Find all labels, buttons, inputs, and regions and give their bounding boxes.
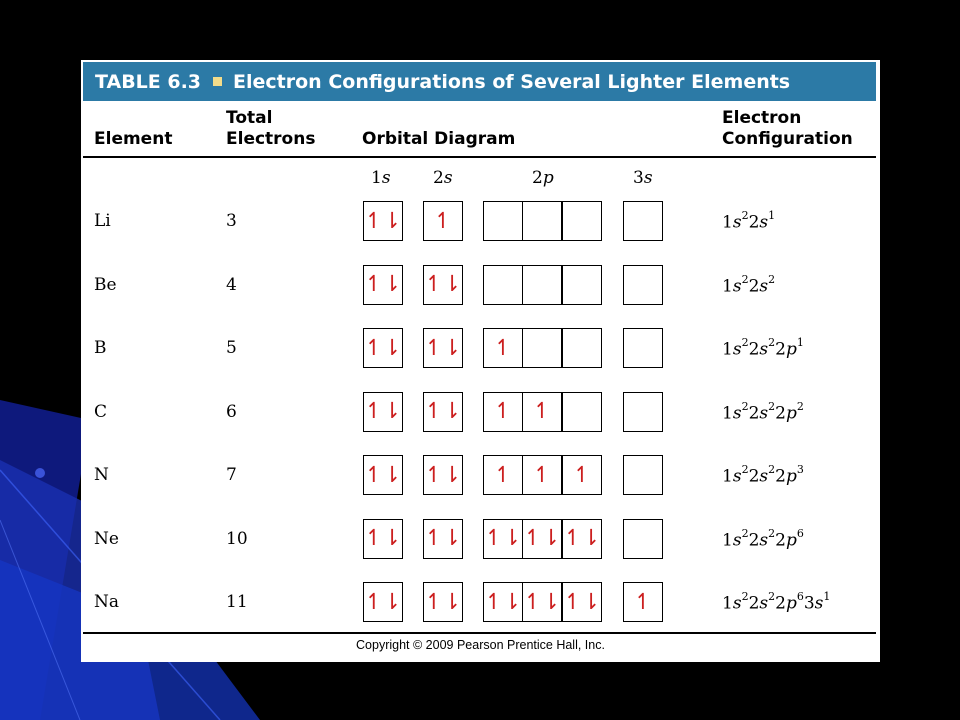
orbital-box: ↿ xyxy=(483,392,523,432)
config-part: s xyxy=(732,276,742,297)
config-part: 1 xyxy=(722,212,733,233)
orbital-box: ↿⇂ xyxy=(483,582,523,622)
config-part: 2 xyxy=(748,530,760,551)
config-part: s xyxy=(759,403,769,424)
copyright-text: Copyright © 2009 Pearson Prentice Hall, Inc. xyxy=(356,638,605,652)
orbital-box: ↿⇂ xyxy=(562,519,602,559)
config-part: 2 xyxy=(768,399,776,413)
config-part: 2 xyxy=(741,336,749,349)
orbital-box: ↿⇂ xyxy=(423,328,463,368)
config-part: 6 xyxy=(796,526,804,540)
orbital-box xyxy=(623,328,663,368)
config-part: s xyxy=(759,212,769,233)
orbital-label-3s: 3s xyxy=(633,168,653,188)
row-element-symbol: C xyxy=(94,401,108,422)
config-part: 1 xyxy=(796,336,804,349)
orbital-box: ↿⇂ xyxy=(363,582,403,622)
orbital-box: ↿⇂ xyxy=(522,519,562,559)
row-element-symbol: Na xyxy=(94,592,120,612)
orbital-box: ↿⇂ xyxy=(423,265,463,305)
orbital-box: ↿ xyxy=(522,392,562,432)
row-total-electrons: 11 xyxy=(226,592,248,612)
orbital-box: ↿ xyxy=(423,201,463,241)
orbital-box: ↿⇂ xyxy=(562,582,602,622)
header-orbital-diagram: Orbital Diagram xyxy=(362,129,516,149)
config-part: 2 xyxy=(748,276,760,297)
header-rule xyxy=(83,156,876,158)
config-part: 2 xyxy=(741,209,749,222)
orbital-box: ↿⇂ xyxy=(423,455,463,495)
config-part: s xyxy=(732,339,742,360)
orbital-box xyxy=(623,392,663,432)
config-part: s xyxy=(732,530,742,551)
row-total-electrons: 4 xyxy=(226,274,237,295)
orbital-box: ↿ xyxy=(522,455,562,495)
row-element-symbol: Be xyxy=(94,274,117,295)
orbital-box: ↿⇂ xyxy=(423,582,463,622)
config-part: 1 xyxy=(768,209,776,222)
orbital-box: ↿⇂ xyxy=(483,519,523,559)
row-electron-configuration xyxy=(722,399,804,424)
header-element: Element xyxy=(94,129,173,149)
config-part: p xyxy=(785,593,797,614)
table-title-bar xyxy=(83,62,876,101)
orbital-box: ↿ xyxy=(562,455,602,495)
config-part: 2 xyxy=(741,399,749,413)
config-part: s xyxy=(732,466,742,487)
orbital-label-2p: 2p xyxy=(532,168,554,188)
row-total-electrons: 6 xyxy=(226,401,237,422)
config-part: 1 xyxy=(823,590,831,603)
config-part: 1 xyxy=(722,466,733,487)
config-part: 6 xyxy=(796,590,804,603)
orbital-label-2s: 2s xyxy=(433,168,453,188)
config-part: 3 xyxy=(796,463,804,476)
config-part: 2 xyxy=(741,526,749,540)
config-part: s xyxy=(759,530,769,551)
footer-rule xyxy=(83,632,876,634)
orbital-box: ↿ xyxy=(483,455,523,495)
orbital-box: ↿⇂ xyxy=(363,519,403,559)
orbital-box xyxy=(522,201,562,241)
config-part: 2 xyxy=(748,593,760,614)
config-part: 2 xyxy=(775,530,786,551)
config-part: 2 xyxy=(741,463,749,476)
config-part: 2 xyxy=(768,272,776,286)
config-part: s xyxy=(732,593,742,614)
orbital-box xyxy=(562,201,602,241)
orbital-box xyxy=(623,455,663,495)
orbital-box xyxy=(562,392,602,432)
config-part: 2 xyxy=(768,526,776,540)
row-total-electrons: 7 xyxy=(226,465,237,485)
config-part: 2 xyxy=(796,399,804,413)
orbital-box: ↿⇂ xyxy=(522,582,562,622)
orbital-box: ↿⇂ xyxy=(363,201,403,241)
config-part: 2 xyxy=(748,403,760,424)
orbital-box xyxy=(623,201,663,241)
config-part: s xyxy=(732,403,742,424)
orbital-box xyxy=(522,328,562,368)
config-part: 2 xyxy=(775,339,786,360)
config-part: 2 xyxy=(748,212,760,233)
row-electron-configuration xyxy=(722,272,776,297)
config-part: p xyxy=(785,339,797,360)
config-part: 2 xyxy=(768,590,776,603)
row-element-symbol: Ne xyxy=(94,528,119,549)
table-sheet xyxy=(81,60,880,662)
header-config-line1: Electron xyxy=(722,108,802,128)
config-part: 2 xyxy=(741,590,749,603)
orbital-box: ↿ xyxy=(623,582,663,622)
config-part: p xyxy=(785,403,797,424)
config-part: s xyxy=(759,593,769,614)
orbital-box: ↿⇂ xyxy=(423,519,463,559)
orbital-box xyxy=(483,201,523,241)
row-total-electrons: 5 xyxy=(226,338,237,358)
row-electron-configuration xyxy=(722,526,804,551)
table-title: Electron Configurations of Several Lighter Elements xyxy=(233,70,791,93)
orbital-box: ↿⇂ xyxy=(363,455,403,495)
orbital-box: ↿⇂ xyxy=(363,265,403,305)
row-electron-configuration xyxy=(722,465,804,487)
config-part: 3 xyxy=(803,593,815,614)
config-part: 1 xyxy=(722,276,733,297)
config-part: 1 xyxy=(722,339,733,360)
header-electron-configuration xyxy=(722,108,853,150)
config-part: s xyxy=(732,212,742,233)
config-part: p xyxy=(785,530,797,551)
header-total-line1: Total xyxy=(226,108,273,128)
config-part: 2 xyxy=(748,466,760,487)
config-part: 2 xyxy=(775,466,786,487)
row-element-symbol: B xyxy=(94,338,107,358)
row-total-electrons: 3 xyxy=(226,211,237,231)
orbital-box: ↿⇂ xyxy=(423,392,463,432)
slide-bullet xyxy=(35,468,45,478)
config-part: s xyxy=(759,276,769,297)
config-part: 1 xyxy=(722,403,733,424)
orbital-box: ↿⇂ xyxy=(363,392,403,432)
row-electron-configuration xyxy=(722,338,804,360)
row-electron-configuration xyxy=(722,211,775,233)
orbital-box xyxy=(483,265,523,305)
header-total-electrons xyxy=(226,108,315,150)
config-part: 2 xyxy=(768,463,776,476)
config-part: 2 xyxy=(775,593,786,614)
orbital-box xyxy=(623,265,663,305)
table-number: TABLE 6.3 xyxy=(95,70,202,93)
config-part: 2 xyxy=(741,272,749,286)
row-element-symbol: N xyxy=(94,465,109,485)
orbital-box xyxy=(522,265,562,305)
config-part: s xyxy=(759,339,769,360)
config-part: 2 xyxy=(775,403,786,424)
orbital-label-1s: 1s xyxy=(371,168,391,188)
row-electron-configuration xyxy=(722,592,830,614)
config-part: 1 xyxy=(722,593,733,614)
title-square-icon xyxy=(213,77,222,86)
orbital-box: ↿⇂ xyxy=(363,328,403,368)
row-total-electrons: 10 xyxy=(226,528,248,549)
header-config-line2: Configuration xyxy=(722,129,853,149)
orbital-box xyxy=(562,265,602,305)
config-part: s xyxy=(814,593,824,614)
header-total-line2: Electrons xyxy=(226,129,316,149)
config-part: 2 xyxy=(768,336,776,349)
config-part: 1 xyxy=(722,530,733,551)
orbital-box xyxy=(562,328,602,368)
config-part: 2 xyxy=(748,339,760,360)
config-part: s xyxy=(759,466,769,487)
row-element-symbol: Li xyxy=(94,211,111,231)
orbital-box: ↿ xyxy=(483,328,523,368)
config-part: p xyxy=(785,466,797,487)
orbital-box xyxy=(623,519,663,559)
